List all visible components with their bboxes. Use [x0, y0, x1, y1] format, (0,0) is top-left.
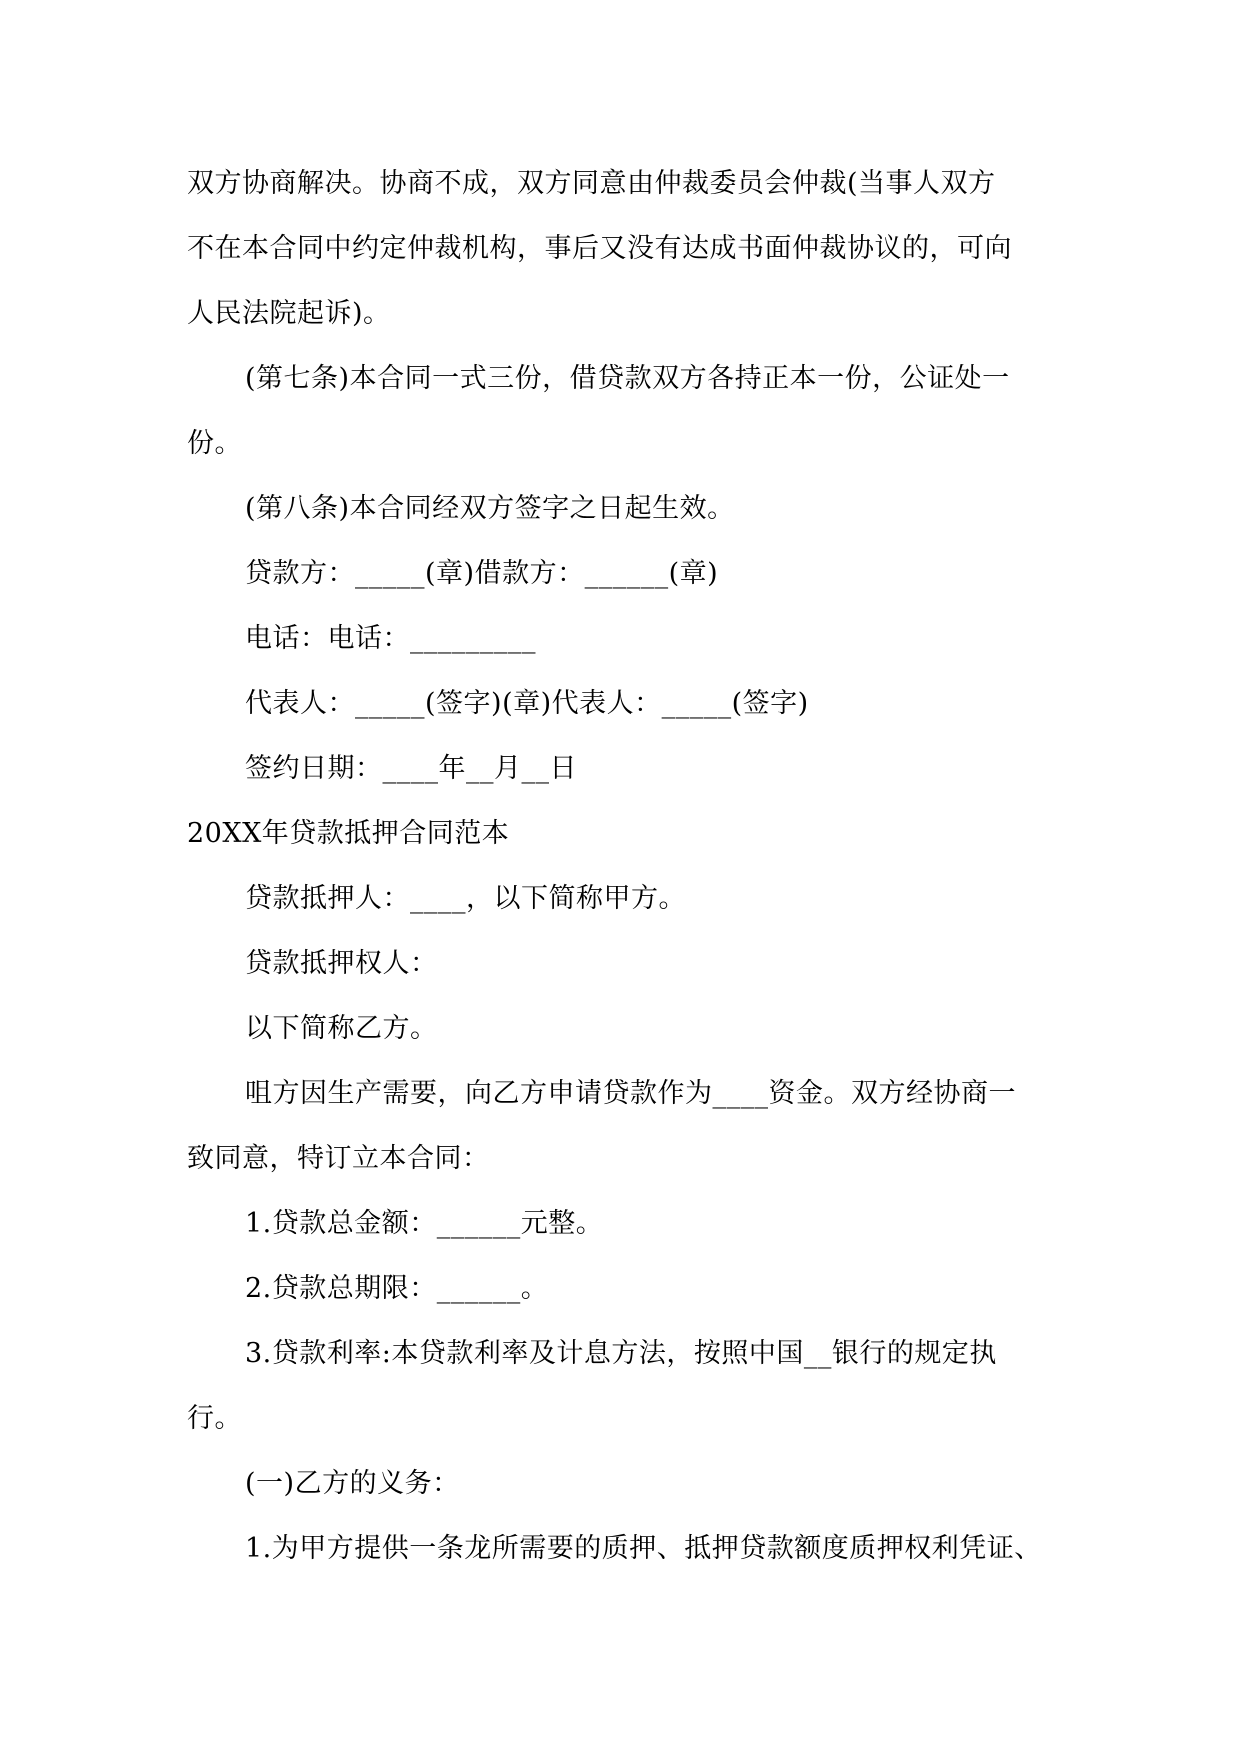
paragraph-line: 咀方因生产需要，向乙方申请贷款作为____资金。双方经协商一: [245, 1078, 1016, 1109]
list-item: 2.贷款总期限：______。: [245, 1273, 549, 1304]
phone-line: 电话：电话：_________: [245, 623, 536, 654]
paragraph-line: 不在本合同中约定仲裁机构，事后又没有达成书面仲裁协议的，可向: [187, 233, 1012, 264]
section-title: 20XX年贷款抵押合同范本: [187, 818, 510, 849]
representative-line: 代表人：_____(签字)(章)代表人：_____(签字): [245, 688, 809, 719]
subsection-heading: (一)乙方的义务：: [245, 1468, 460, 1499]
paragraph-line: 行。: [187, 1403, 242, 1434]
paragraph-line: 人民法院起诉)。: [187, 298, 391, 329]
article-seven-line: (第七条)本合同一式三份，借贷款双方各持正本一份，公证处一: [245, 363, 1010, 394]
signing-date-line: 签约日期：____年__月__日: [245, 753, 577, 784]
list-item: 1.为甲方提供一条龙所需要的质押、抵押贷款额度质押权利凭证、: [245, 1533, 1042, 1564]
mortgagor-line: 贷款抵押人：____，以下简称甲方。: [245, 883, 686, 914]
list-item: 1.贷款总金额：______元整。: [245, 1208, 604, 1239]
paragraph-line: 份。: [187, 428, 242, 459]
article-eight-line: (第八条)本合同经双方签字之日起生效。: [245, 493, 735, 524]
paragraph-line: 双方协商解决。协商不成，双方同意由仲裁委员会仲裁(当事人双方: [187, 168, 996, 199]
paragraph-line: 致同意，特订立本合同：: [187, 1143, 490, 1174]
list-item: 3.贷款利率:本贷款利率及计息方法，按照中国__银行的规定执: [245, 1338, 997, 1369]
paragraph-line: 以下简称乙方。: [245, 1013, 438, 1044]
mortgagee-line: 贷款抵押权人：: [245, 948, 438, 979]
signature-parties-line: 贷款方：_____(章)借款方：______(章): [245, 558, 719, 589]
